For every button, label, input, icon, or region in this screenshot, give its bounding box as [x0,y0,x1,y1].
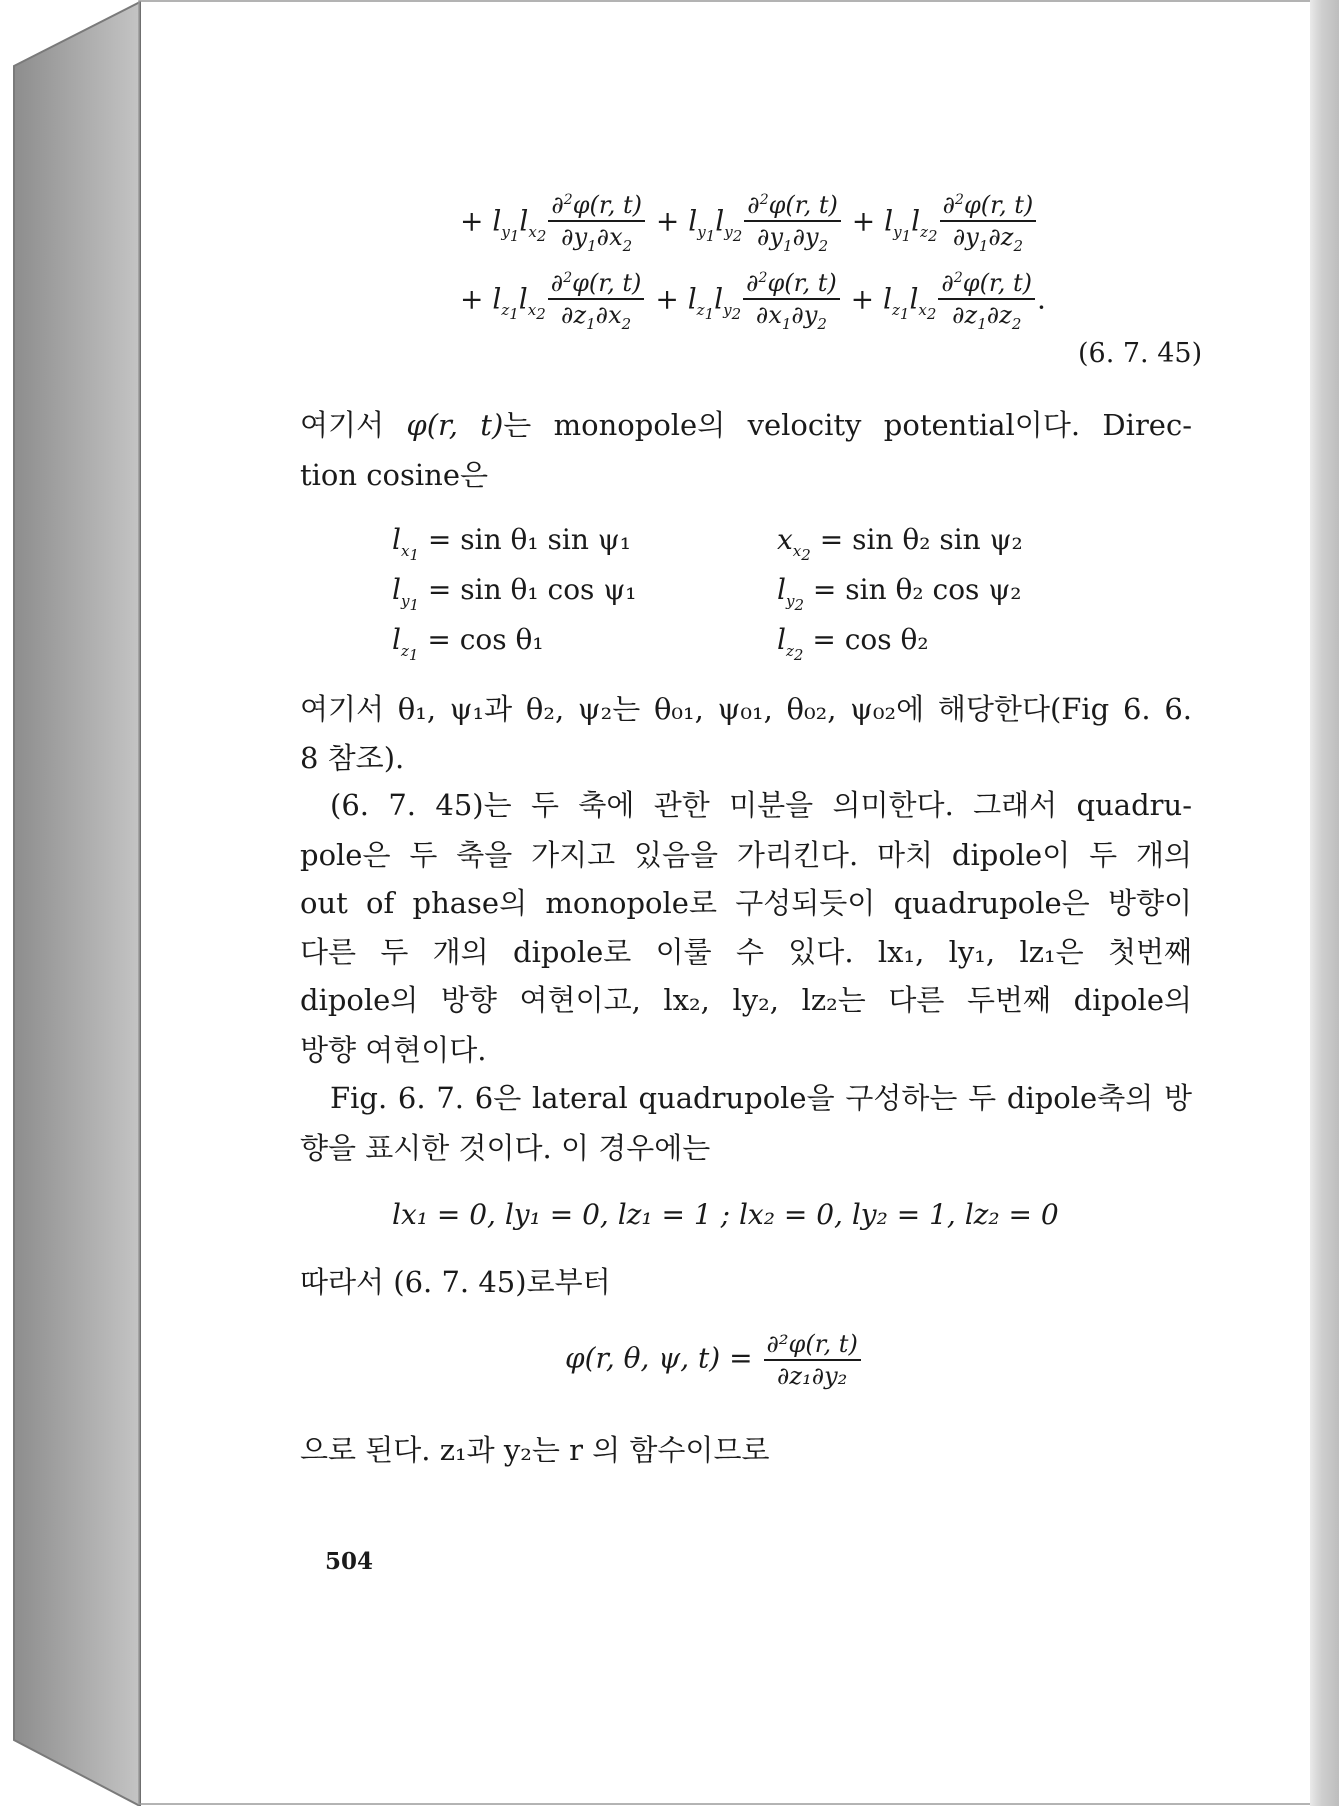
para2-line1: 여기서 θ₁, ψ₁과 θ₂, ψ₂는 θ₀₁, ψ₀₁, θ₀₂, ψ₀₂에 해당한다(Fig 6. 6. [300,692,1192,726]
cosine-xx2: $x_{x_2} = \sin \theta_2$ sin ψ₂ [777,523,1023,564]
equation-row-2: + $l_{z_1}l_{x_2}$ $\frac{\partial^2\varphi(r, t)}{\partial z_1\partial x_2}$ + $l_{z_1}l_{y_2}$ $\frac{\partial^2\varphi(r, t)}{\partial x_1\partial y_2}$ + $l_{z_1}l_{x_2}$ $\frac{\partial^2\varphi(r, t)}{\partial z_1\partial z_2}$ . [460,264,1046,338]
para3-line3: out of phase의 monopole로 구성되듯이 quadrupole은 방향이 [300,886,1192,920]
para2-line2: 8 참조). [300,741,405,775]
para5: 따라서 (6. 7. 45)로부터 [300,1265,611,1299]
cosine-lz1: $l_{z_1} = \cos \theta_1$ [392,623,544,664]
cosine-lz2: $l_{z_2} = \cos \theta_2$ [777,623,929,664]
para1-line1-rest: 는 monopole의 velocity potential이다. Direc- [503,408,1193,442]
para3-line5: dipole의 방향 여현이고, lx₂, ly₂, lz₂는 다른 두번째 dipole의 [300,983,1192,1017]
equation-final-numerator: ∂²φ(r, t) [764,1330,861,1361]
equation-final-denominator: ∂z₁∂y₂ [777,1362,848,1390]
page-edge-shadow [1310,0,1339,1806]
cosine-ly1-value: = sin θ₁ cos ψ₁ [427,573,637,606]
para3-line4: 다른 두 개의 dipole로 이룰 수 있다. lx₁, ly₁, lz₁은 첫번째 [300,935,1192,969]
para1-line2: tion cosine은 [300,458,488,492]
cosine-ly1: $l_{y_1} = \sin \theta_1$ cos ψ₁ [392,573,637,614]
para4-line2: 향을 표시한 것이다. 이 경우에는 [300,1131,711,1165]
cosine-xx2-value: = sin θ₂ sin ψ₂ [819,523,1023,556]
equation-direction-values: lx₁ = 0, ly₁ = 0, lz₁ = 1 ; lx₂ = 0, ly₂ = 1, lz₂ = 0 [392,1198,1059,1231]
cosine-ly2: $l_{y_2} = \sin \theta_2$ cos ψ₂ [777,573,1022,614]
equation-row-1: + $l_{y_1}l_{x_2}$ $\frac{\partial^2\varphi(r, t)}{\partial y_1\partial x_2}$ + $l_{y_1}l_{y_2}$ $\frac{\partial^2\varphi(r, t)}{\partial y_1\partial y_2}$ + $l_{y_1}l_{z_2}$ $\frac{\partial^2\varphi(r, t)}{\partial y_1\partial z_2}$ [460,186,1038,260]
para3-line6: 방향 여현이다. [300,1033,487,1067]
equation-final-lhs: φ(r, θ, ψ, t) = [565,1341,753,1375]
cosine-lx1: $l_{x_1} = \sin \theta_1$ sin ψ₁ [392,523,631,564]
para1-line1 [300,405,1192,445]
para4-line1: Fig. 6. 7. 6은 lateral quadrupole을 구성하는 두 dipole축의 방 [330,1081,1192,1115]
cosine-lz2-value: = cos θ₂ [812,623,929,656]
equation-number-6-7-45: (6. 7. 45) [1078,338,1203,369]
cosine-ly2-value: = sin θ₂ cos ψ₂ [812,573,1022,606]
para3-line1: (6. 7. 45)는 두 축에 관한 미분을 의미한다. 그래서 quadru- [330,788,1192,822]
para1-word-yeogiseo: 여기서 [300,408,385,442]
para1-phi: φ(r, t) [406,408,504,442]
para6: 으로 된다. z₁과 y₂는 r 의 함수이므로 [300,1433,770,1467]
equation-final [565,1330,863,1390]
page-number: 504 [325,1548,374,1575]
para3-line2: pole은 두 축을 가지고 있음을 가리킨다. 마치 dipole이 두 개의 [300,838,1192,872]
cosine-lx1-value: = sin θ₁ sin ψ₁ [427,523,631,556]
cosine-lz1-value: = cos θ₁ [427,623,544,656]
